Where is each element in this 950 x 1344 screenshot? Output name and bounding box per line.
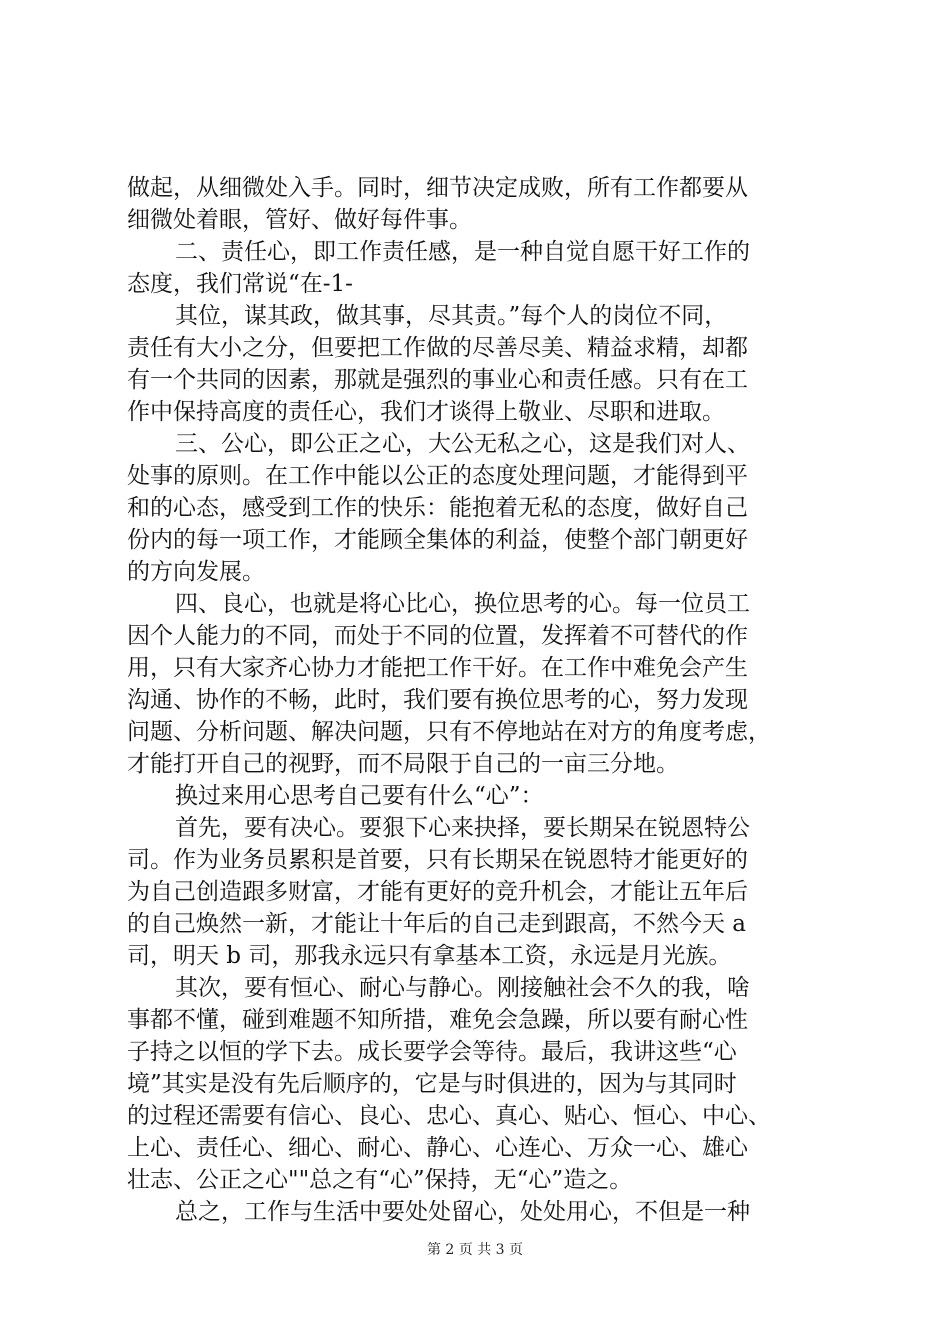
page-footer: 第 2 页 共 3 页: [426, 1242, 524, 1258]
text-line: 态度，我们常说“在-1-: [127, 271, 353, 297]
text-line: 才能打开自己的视野，而不局限于自己的一亩三分地。: [127, 751, 679, 777]
text-line: 境”其实是没有先后顺序的，它是与时俱进的，因为与其同时: [127, 1071, 737, 1097]
text-line: 做起，从细微处入手。同时，细节决定成败，所有工作都要从: [127, 175, 748, 201]
text-line: 上心、责任心、细心、耐心、静心、心连心、万众一心、雄心: [127, 1135, 748, 1161]
text-line: 二、责任心，即工作责任感，是一种自觉自愿干好工作的: [175, 239, 750, 265]
text-line: 作中保持高度的责任心，我们才谈得上敬业、尽职和进取。: [127, 399, 725, 425]
text-line: 用，只有大家齐心协力才能把工作干好。在工作中难免会产生: [127, 655, 748, 681]
text-line: 有一个共同的因素，那就是强烈的事业心和责任感。只有在工: [127, 367, 748, 393]
text-line: 细微处着眼，管好、做好每件事。: [127, 207, 472, 233]
text-line: 子持之以恒的学下去。成长要学会等待。最后，我讲这些“心: [127, 1039, 737, 1065]
text-line: 沟通、协作的不畅，此时，我们要有换位思考的心，努力发现: [127, 687, 748, 713]
text-line: 事都不懂，碰到难题不知所措，难免会急躁，所以要有耐心性: [127, 1007, 748, 1033]
text-line: 首先，要有决心。要狠下心来抉择，要长期呆在锐恩特公: [175, 815, 750, 841]
text-line: 其次，要有恒心、耐心与静心。刚接触社会不久的我，啥: [175, 975, 750, 1001]
text-line: 份内的每一项工作，才能顾全集体的利益，使整个部门朝更好: [127, 527, 748, 553]
text-line: 壮志、公正之心""总之有“心”保持，无“心”造之。: [127, 1167, 633, 1193]
text-line: 责任有大小之分，但要把工作做的尽善尽美、精益求精，却都: [127, 335, 748, 361]
text-line: 换过来用心思考自己要有什么“心”：: [175, 783, 544, 809]
body-text: [127, 172, 827, 1228]
text-line: 和的心态，感受到工作的快乐：能抱着无私的态度，做好自己: [127, 495, 748, 521]
text-line: 因个人能力的不同，而处于不同的位置，发挥着不可替代的作: [127, 623, 748, 649]
text-line: 三、公心，即公正之心，大公无私之心，这是我们对人、: [175, 431, 750, 457]
text-line: 的方向发展。: [127, 559, 265, 585]
text-line: 的过程还需要有信心、良心、忠心、真心、贴心、恒心、中心、: [127, 1103, 771, 1129]
text-line: 问题、分析问题、解决问题，只有不停地站在对方的角度考虑，: [127, 719, 771, 745]
text-line: 的自己焕然一新，才能让十年后的自己走到跟高，不然今天 a: [127, 911, 747, 937]
text-line: 其位，谋其政，做其事，尽其责。”每个人的岗位不同，: [175, 303, 728, 329]
text-line: 司。作为业务员累积是首要，只有长期呆在锐恩特才能更好的: [127, 847, 748, 873]
text-line: 司，明天 b 司，那我永远只有拿基本工资，永远是月光族。: [127, 943, 732, 969]
text-line: 为自己创造跟多财富，才能有更好的竞升机会，才能让五年后: [127, 879, 748, 905]
text-line: 总之，工作与生活中要处处留心，处处用心，不但是一种: [175, 1199, 750, 1225]
text-line: 处事的原则。在工作中能以公正的态度处理问题，才能得到平: [127, 463, 748, 489]
text-line: 四、良心，也就是将心比心，换位思考的心。每一位员工: [175, 591, 750, 617]
